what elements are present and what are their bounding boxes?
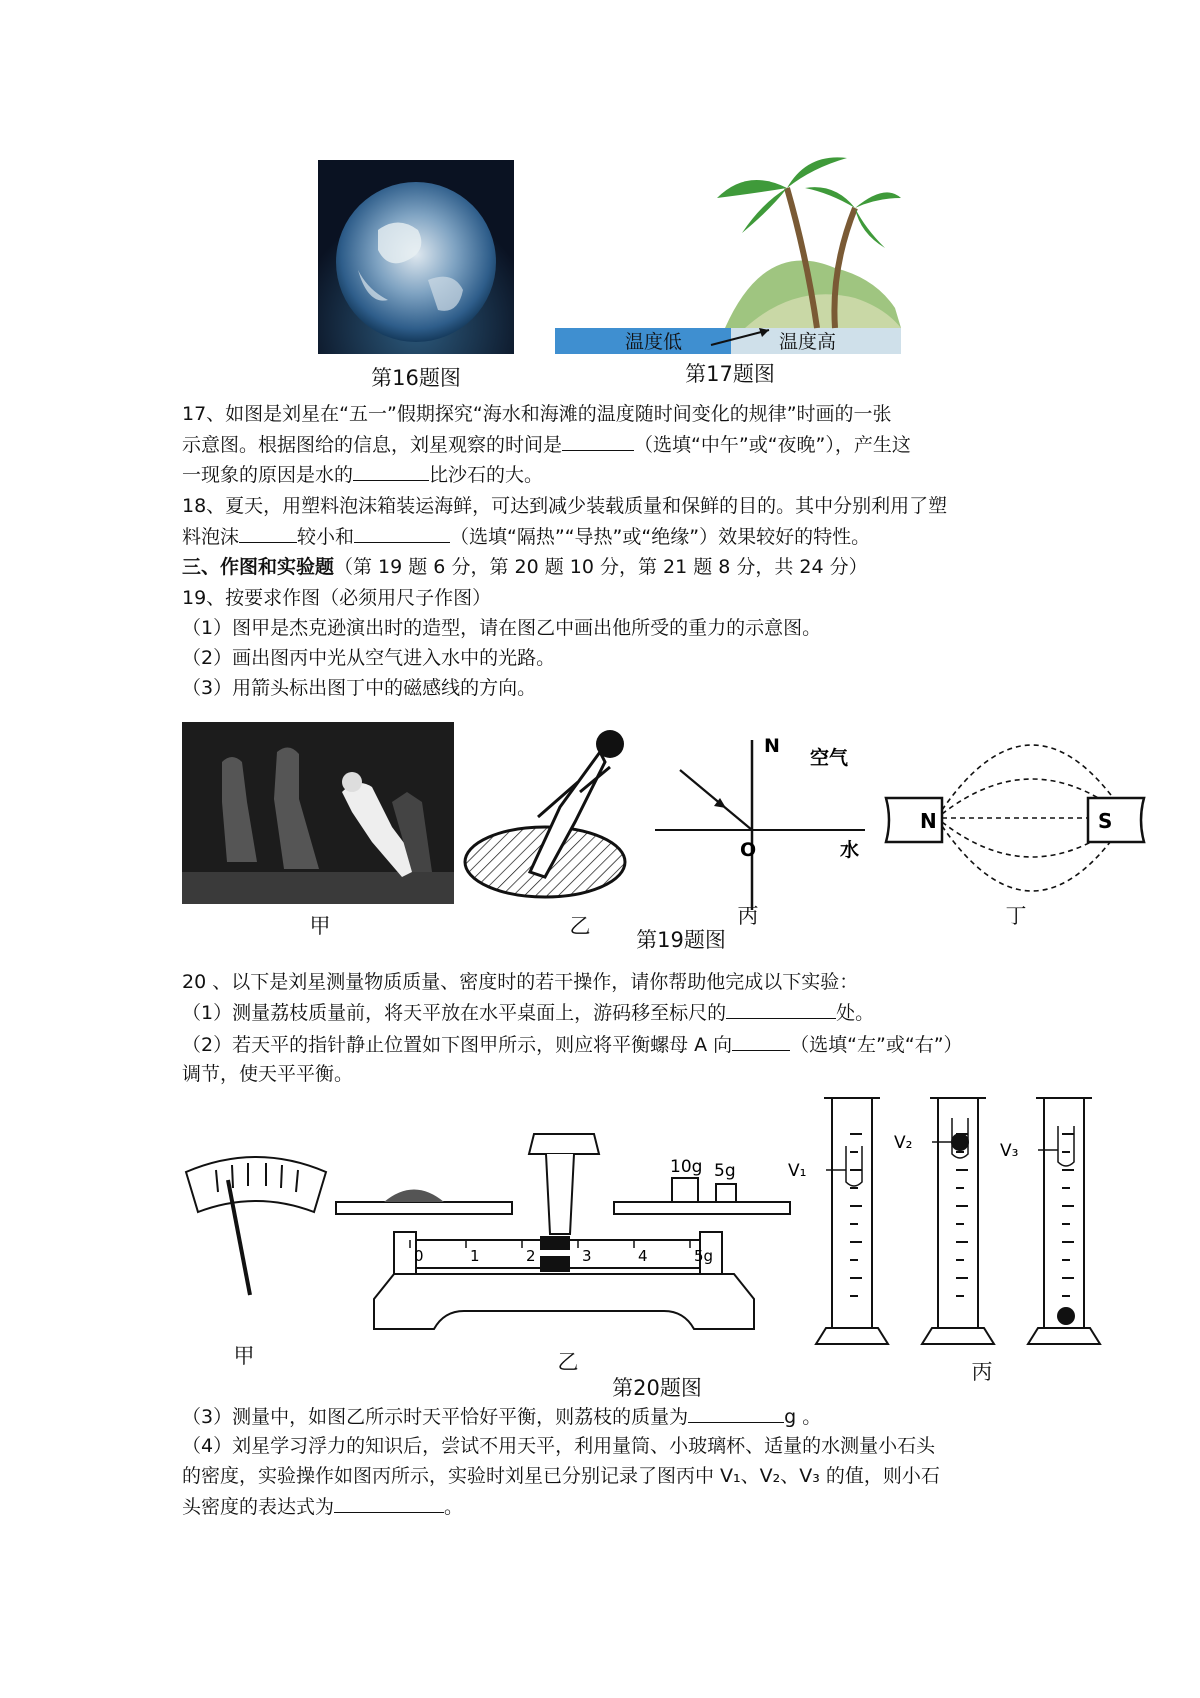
fig17-caption: 第17题图 xyxy=(685,362,775,386)
fig20-scale-tick-label: 4 xyxy=(638,1247,648,1265)
q17-line2 xyxy=(182,430,911,459)
fig19-air-label: 空气 xyxy=(810,747,849,769)
section3-heading xyxy=(182,553,868,581)
fig20-label-bing: 丙 xyxy=(971,1360,993,1384)
q19-item3: （3）用箭头标出图丁中的磁感线的方向。 xyxy=(182,677,537,699)
section3-points: （第 19 题 6 分，第 20 题 10 分，第 21 题 8 分，共 24 分） xyxy=(334,556,868,578)
q20-item4-line3 xyxy=(182,1492,463,1521)
q19-item1: （1）图甲是杰克逊演出时的造型，请在图乙中画出他所受的重力的示意图。 xyxy=(182,617,822,639)
q18-blank-2[interactable] xyxy=(354,522,450,543)
q18-line2 xyxy=(182,522,870,551)
fig20-cyl-label: V₂ xyxy=(894,1133,913,1153)
fig20-scale-tick-label: 5g xyxy=(694,1247,714,1265)
fig20-weight-5g: 5g xyxy=(714,1161,736,1181)
fig19-point-label: O xyxy=(740,839,757,861)
fig20-cylinder-1 xyxy=(788,1098,888,1344)
q18-blank-1[interactable] xyxy=(239,522,297,543)
fig19-bing-diagram xyxy=(650,720,880,910)
q17-line2b: （选填“中午”或“夜晚”），产生这 xyxy=(634,434,911,456)
fig20-cylinder-group xyxy=(788,1098,1100,1344)
fig20-bing-cylinders xyxy=(790,1094,1160,1354)
q20-item3 xyxy=(182,1402,821,1431)
fig17-label-low: 温度低 xyxy=(625,331,683,353)
q18-line2a: 料泡沫 xyxy=(182,526,240,548)
q17-blank-time[interactable] xyxy=(562,430,634,451)
fig19-label-ding: 丁 xyxy=(1005,904,1027,928)
fig19-water-label: 水 xyxy=(840,839,860,861)
fig19-jia-photo xyxy=(182,722,454,904)
fig16-caption: 第16题图 xyxy=(371,366,461,390)
q20-blank-1[interactable] xyxy=(726,998,836,1019)
fig20-cyl-label: V₁ xyxy=(788,1161,807,1181)
q20-item1a: （1）测量荔枝质量前，将天平放在水平桌面上，游码移至标尺的 xyxy=(182,1002,727,1024)
q20-item1 xyxy=(182,998,874,1027)
fig20-yi-balance xyxy=(334,1124,792,1344)
fig19-yi-sketch xyxy=(460,722,642,904)
q18-line2c: （选填“隔热”“导热”或“绝缘”）效果较好的特性。 xyxy=(450,526,871,548)
q20-blank-3[interactable] xyxy=(688,1402,784,1423)
q20-stem: 20 、以下是刘星测量物质质量、密度时的若干操作，请你帮助他完成以下实验： xyxy=(182,971,859,993)
section3-title: 三、作图和实验题 xyxy=(182,556,335,578)
fig19-ding-magnets xyxy=(880,740,1152,900)
q19-stem: 19、按要求作图（必须用尺子作图） xyxy=(182,587,492,609)
q17-line3a: 一现象的原因是水的 xyxy=(182,464,354,486)
q17-line1: 17、如图是刘星在“五一”假期探究“海水和海滩的温度随时间变化的规律”时画的一张 xyxy=(182,403,892,425)
fig19-label-bing: 丙 xyxy=(737,904,759,928)
fig20-scale-tick-label: 2 xyxy=(526,1247,536,1265)
q20-blank-2[interactable] xyxy=(732,1030,790,1051)
q20-item4-line2: 的密度，实验操作如图丙所示，实验时刘星已分别记录了图丙中 V₁、V₂、V₃ 的值，则小石 xyxy=(182,1465,940,1487)
q17-blank-reason[interactable] xyxy=(353,460,429,481)
fig20-label-jia: 甲 xyxy=(233,1344,255,1368)
q20-item4-line1: （4）刘星学习浮力的知识后，尝试不用天平，利用量筒、小玻璃杯、适量的水测量小石头 xyxy=(182,1435,936,1457)
fig16-earth-image xyxy=(318,160,514,354)
fig19-magnet-n: N xyxy=(920,809,937,833)
fig20-cylinder-3 xyxy=(1000,1098,1100,1344)
fig17-label-high: 温度高 xyxy=(779,331,837,353)
fig17-beach-image xyxy=(555,158,901,354)
q18-line2b: 较小和 xyxy=(297,526,355,548)
fig20-caption: 第20题图 xyxy=(612,1376,702,1400)
fig20-jia-pointer xyxy=(182,1150,332,1300)
q20-item2a: （2）若天平的指针静止位置如下图甲所示，则应将平衡螺母 A 向 xyxy=(182,1034,733,1056)
q17-line2a: 示意图。根据图给的信息，刘星观察的时间是 xyxy=(182,434,563,456)
q17-line3 xyxy=(182,460,543,489)
q18-line1: 18、夏天，用塑料泡沫箱装运海鲜，可达到减少装载质量和保鲜的目的。其中分别利用了塑 xyxy=(182,495,948,517)
fig20-cyl-label: V₃ xyxy=(1000,1141,1019,1161)
q20-item4-line3b: 。 xyxy=(444,1496,464,1518)
fig19-label-jia: 甲 xyxy=(309,914,331,938)
q20-item3a: （3）测量中，如图乙所示时天平恰好平衡，则荔枝的质量为 xyxy=(182,1406,689,1428)
fig19-normal-label: N xyxy=(764,735,780,757)
fig19-label-yi: 乙 xyxy=(569,914,591,938)
fig19-magnet-s: S xyxy=(1098,809,1113,833)
q20-item2 xyxy=(182,1030,963,1059)
q20-item2c: 调节，使天平平衡。 xyxy=(182,1063,354,1085)
fig20-scale-tick-label: 0 xyxy=(414,1247,424,1265)
q19-item2: （2）画出图丙中光从空气进入水中的光路。 xyxy=(182,647,556,669)
fig20-scale-tick-label: 1 xyxy=(470,1247,480,1265)
q20-item1b: 处。 xyxy=(836,1002,875,1024)
q17-line3b: 比沙石的大。 xyxy=(429,464,544,486)
fig19-caption: 第19题图 xyxy=(636,928,726,952)
q20-item3b: g 。 xyxy=(784,1406,822,1428)
fig20-label-yi: 乙 xyxy=(557,1350,579,1374)
fig20-weight-10g: 10g xyxy=(670,1157,703,1177)
q20-item2b: （选填“左”或“右”） xyxy=(790,1034,963,1056)
q20-blank-4[interactable] xyxy=(334,1492,444,1513)
fig20-cylinder-2 xyxy=(894,1098,994,1344)
q20-item4-line3a: 头密度的表达式为 xyxy=(182,1496,335,1518)
fig20-scale-tick-label: 3 xyxy=(582,1247,592,1265)
